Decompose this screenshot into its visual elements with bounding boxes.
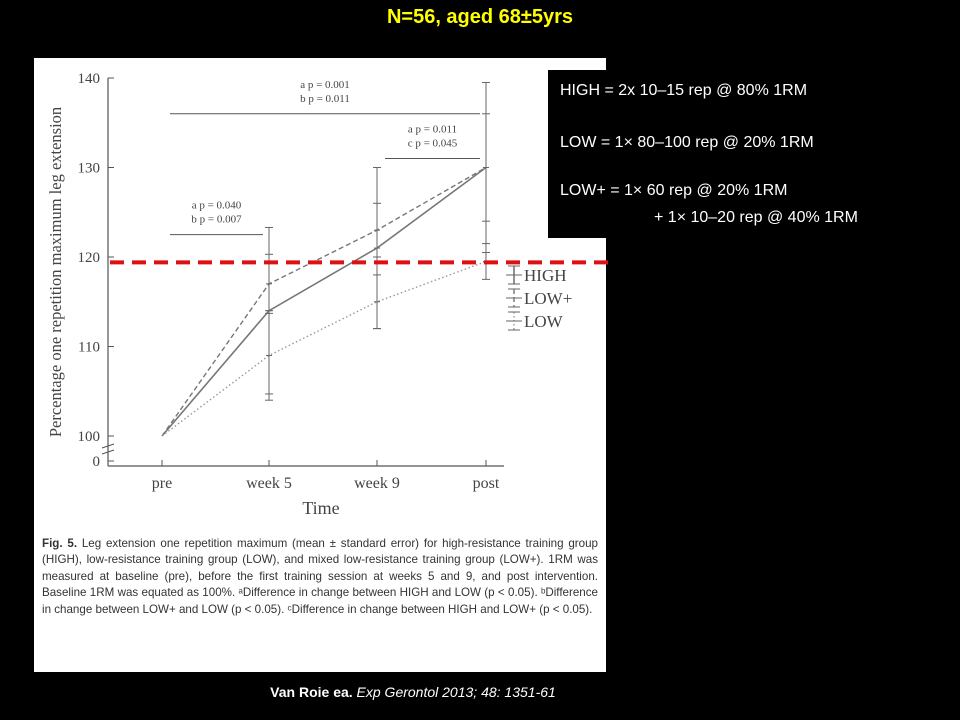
y-tick-label: 120 xyxy=(77,250,100,266)
legend-label-low-plus: LOW+ xyxy=(524,289,573,308)
protocol-high: HIGH = 2x 10–15 rep @ 80% 1RM xyxy=(560,82,808,99)
protocol-low-plus-line2: + 1× 10–20 rep @ 40% 1RM xyxy=(654,209,858,226)
citation xyxy=(0,684,826,700)
significance-label: a p = 0.040 xyxy=(191,199,242,212)
x-tick-label: pre xyxy=(151,475,173,492)
significance-label: b p = 0.007 xyxy=(191,213,242,226)
y-axis-label: Percentage one repetition maximum leg extension xyxy=(46,106,65,438)
citation-journal: Exp Gerontol 2013; 48: 1351-61 xyxy=(356,684,556,700)
significance-label: a p = 0.001 xyxy=(300,78,350,91)
significance-label: b p = 0.011 xyxy=(300,92,350,105)
x-tick-label: week 5 xyxy=(246,475,292,492)
x-tick-label: week 9 xyxy=(354,475,400,492)
caption-label: Fig. 5. xyxy=(42,537,78,550)
x-tick-label: post xyxy=(472,475,500,492)
y-tick-label: 110 xyxy=(78,339,100,356)
y-tick-label: 140 xyxy=(77,71,100,87)
protocol-low-plus-line1: LOW+ = 1× 60 rep @ 20% 1RM xyxy=(560,182,788,199)
caption-text: Leg extension one repetition maximum (mean ± standard error) for high-resistance training group (HIGH), low-resistance training group (LOW), and mixed low-resistance training group (LOW+). 1RM was measured at baseline (pre), before the first training session at weeks 5 and 9, and post intervention. Baseline 1RM was equated as 100%. ᵃDifference in change between HIGH and LOW (p < 0.05). ᵇDifference in change between LOW+ and LOW (p < 0.05). ᶜDifference in change between HIGH and LOW+ (p < 0.05). xyxy=(42,537,598,616)
significance-label: a p = 0.011 xyxy=(407,123,458,136)
x-axis-label: Time xyxy=(302,498,340,518)
significance-label: c p = 0.045 xyxy=(407,137,458,150)
legend-label-low: LOW xyxy=(524,312,563,331)
y-tick-label: 130 xyxy=(77,160,100,177)
y-tick-label: 0 xyxy=(92,454,100,470)
slide-title: N=56, aged 68±5yrs xyxy=(386,6,574,28)
y-tick-label: 100 xyxy=(77,429,100,445)
protocol-low: LOW = 1× 80–100 rep @ 20% 1RM xyxy=(560,134,814,151)
citation-authors: Van Roie ea. xyxy=(270,684,353,700)
legend-label-high: HIGH xyxy=(524,266,567,285)
